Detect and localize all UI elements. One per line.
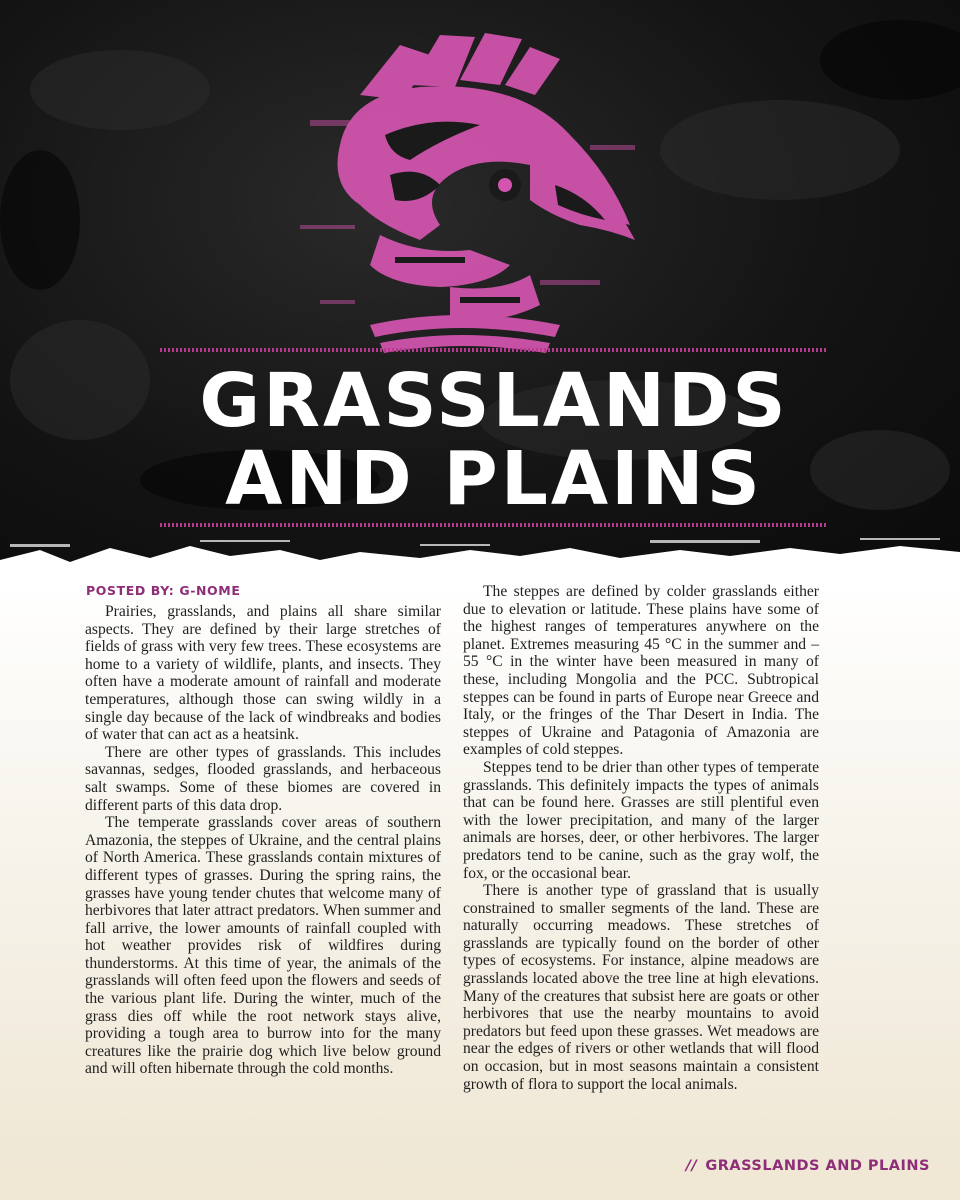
- brush-stroke-divider: [0, 520, 960, 590]
- footer-label: GRASSLANDS AND PLAINS: [705, 1158, 930, 1174]
- byline: POSTED BY: G-NOME: [86, 583, 241, 598]
- footer-slashes: //: [685, 1158, 698, 1174]
- title-line-1: GRASSLANDS: [199, 358, 789, 444]
- title-rule-top: [160, 348, 828, 352]
- running-footer: [686, 1158, 930, 1174]
- paragraph: Steppes tend to be drier than other types of temperate grasslands. This definitely impacts the types of animals that can be found here. Grasses are still plentiful even with the lower precipitation, and many of the larger animals are horses, deer, or other herbivores. The larger predators tend to be canine, such as the gray wolf, the fox, or the occasional bear.: [463, 758, 819, 882]
- article-column-right: [463, 583, 819, 1093]
- page-title: [160, 358, 828, 522]
- paragraph: There are other types of grasslands. This includes savannas, sedges, flooded grasslands, and herbaceous salt swamps. Some of these biomes are covered in different parts of this data drop.: [85, 743, 441, 814]
- header-banner: [0, 0, 960, 580]
- article-column-left: [85, 603, 441, 1078]
- paragraph: There is another type of grassland that is usually constrained to smaller segments of the land. These are naturally occurring meadows. These stretches of grasslands are typically found on the border of other types of ecosystems. For instance, alpine meadows are grasslands located above the tree line at high elevations. Many of the creatures that subsist here are goats or other herbivores that use the nearby mountains to avoid predators but feed upon these grasses. Wet meadows are near the edges of rivers or other wetlands that will flood on occasion, but in most seasons maintain a consistent growth of flora to support the local animals.: [463, 882, 819, 1093]
- paragraph: The temperate grasslands cover areas of southern Amazonia, the steppes of Ukraine, and the central plains of North America. These grasslands contain mixtures of different types of grasses. During the spring rains, the grasses have young tender chutes that welcome many of herbivores that later attract predators. When summer and fall arrive, the lower amounts of rainfall coupled with hot weather provides risk of wildfires during thunderstorms. At this time of year, the animals of the grasslands will often feed upon the flowers and seeds of the various plant life. During the winter, much of the grass dies off while the root network stays alive, providing a tough area to burrow into for the many creatures like the prairie dog which live below ground and will often hibernate through the cold months.: [85, 814, 441, 1078]
- stylized-bird-head-emblem-icon: [290, 25, 650, 355]
- title-line-2: AND PLAINS: [225, 436, 763, 522]
- paragraph: The steppes are defined by colder grasslands either due to elevation or latitude. These plains have some of the highest ranges of temperatures anywhere on the planet. Extremes measuring 45 °C in the summer and –55 °C in the winter have been measured in many of these, including Mongolia and the PCC. Subtropical steppes can be found in parts of Europe near Greece and Italy, or the fringes of the Thar Desert in India. The steppes of Ukraine and Patagonia of Amazonia are examples of cold steppes.: [463, 583, 819, 759]
- paragraph: Prairies, grasslands, and plains all share similar aspects. They are defined by their large stretches of fields of grass with very few trees. These ecosystems are home to a variety of wildlife, plants, and insects. They often have a moderate amount of rainfall and moderate temperatures, although those can swing wildly in a single day because of the lack of windbreaks and bodies of water that can act as a heatsink.: [85, 603, 441, 744]
